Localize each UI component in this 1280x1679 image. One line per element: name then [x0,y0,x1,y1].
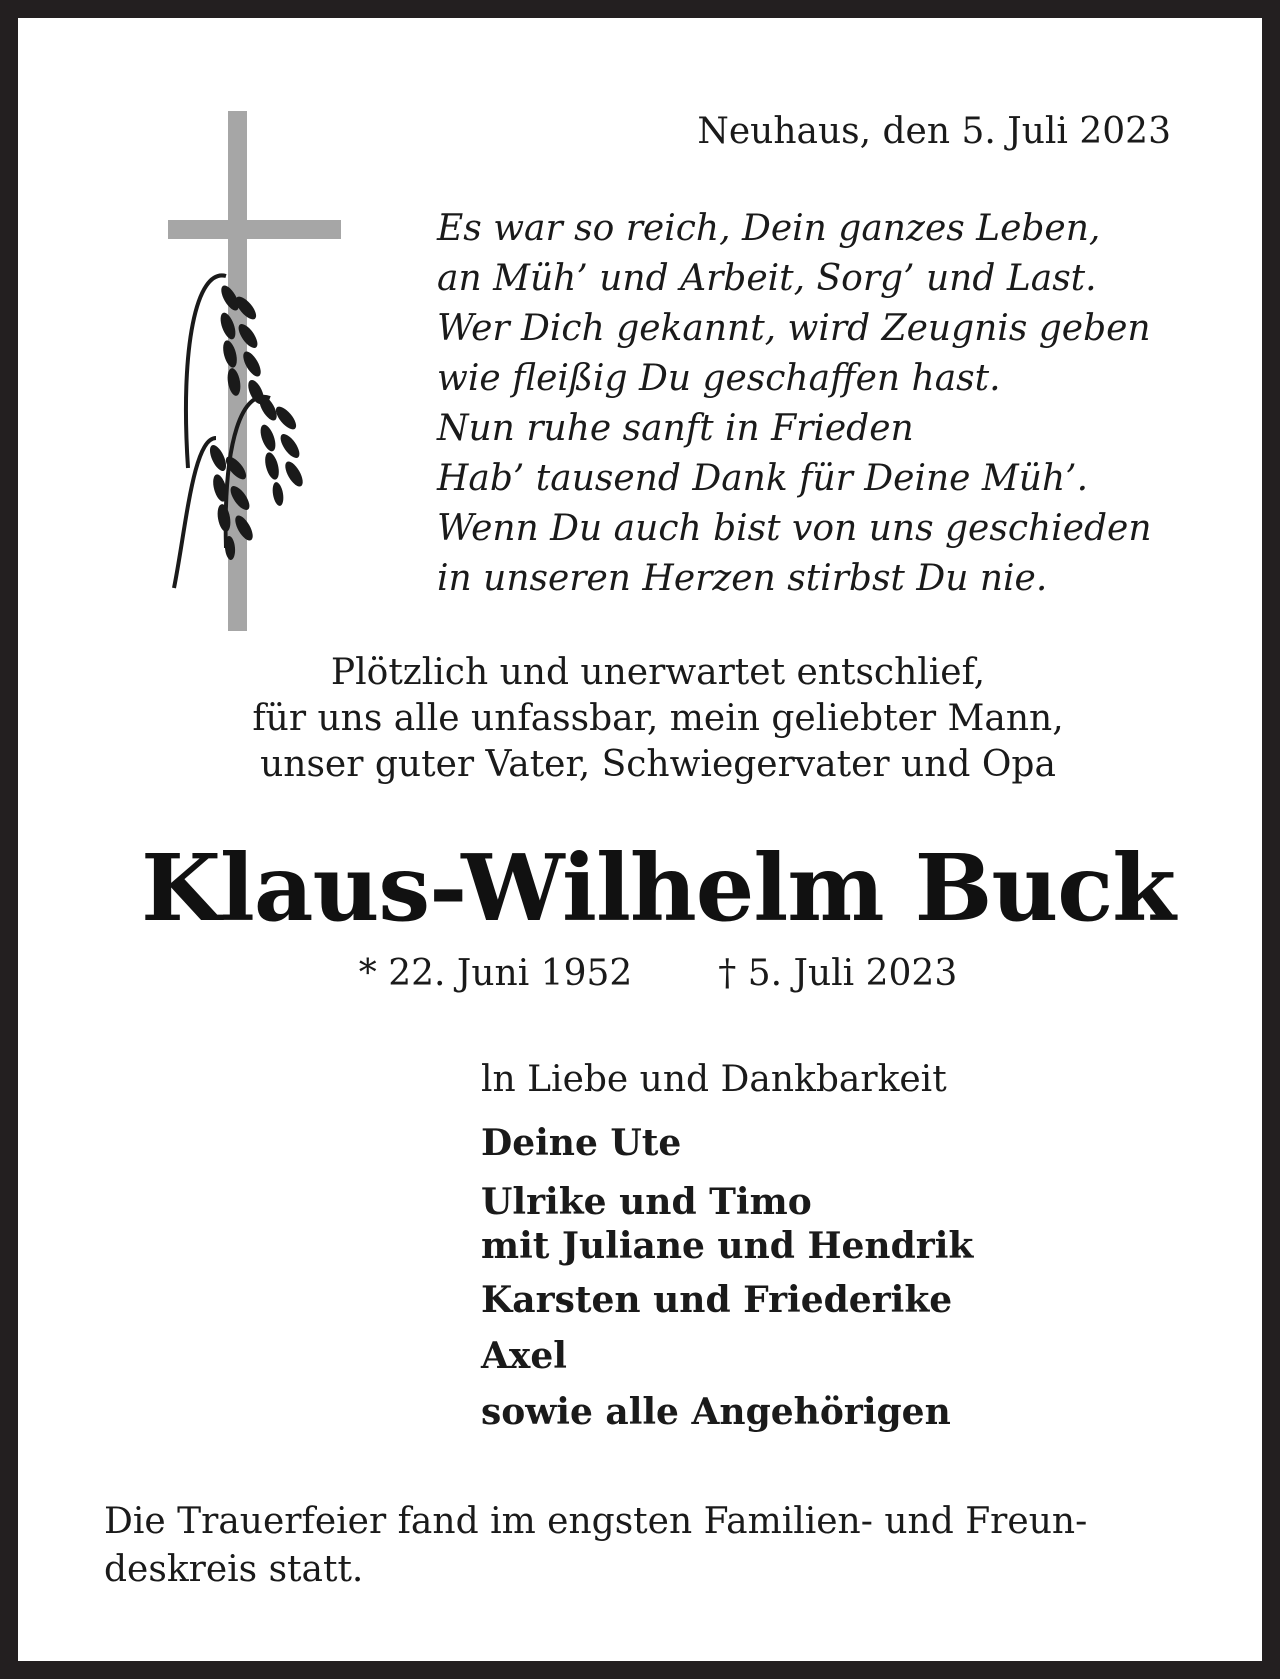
mourner-name: Ulrike und Timo [481,1181,812,1223]
deceased-name: Klaus-Wilhelm Buck [140,834,1176,942]
mourner-group [481,1180,973,1268]
mourner-name: Axel [481,1335,567,1377]
funeral-line: Die Trauerfeier fand im engsten Familien- und Freun- [104,1501,1088,1542]
poem-line: Wenn Du auch bist von uns geschieden [437,508,1152,549]
funeral-note [104,1498,1087,1594]
intro-text [18,650,1280,788]
cross-with-wheat-icon [168,108,343,638]
place-date: Neuhaus, den 5. Juli 2023 [697,111,1171,152]
funeral-line: deskreis statt. [104,1549,364,1590]
poem-line: Wer Dich gekannt, wird Zeugnis geben [437,308,1151,349]
poem [437,204,1152,604]
poem-line: wie fleißig Du geschaffen hast. [437,358,1001,399]
mourning-intro: ln Liebe und Dankbarkeit [481,1059,947,1100]
mourner-name: sowie alle Angehörigen [481,1391,951,1433]
intro-line: für uns alle unfassbar, mein geliebter Mann, [252,698,1064,739]
death-date: † 5. Juli 2023 [718,953,958,994]
life-dates [18,953,1280,994]
mourner-name: Karsten und Friederike [481,1279,953,1321]
poem-line: an Müh’ und Arbeit, Sorg’ und Last. [437,258,1097,299]
mourner-name: Deine Ute [481,1122,682,1164]
poem-line: Es war so reich, Dein ganzes Leben, [437,208,1101,249]
poem-line: in unseren Herzen stirbst Du nie. [437,558,1048,599]
intro-line: Plötzlich und unerwartet entschlief, [330,652,986,693]
poem-line: Hab’ tausend Dank für Deine Müh’. [437,458,1089,499]
birth-date: * 22. Juni 1952 [358,953,633,994]
mourner-name: mit Juliane und Hendrik [481,1225,974,1267]
poem-line: Nun ruhe sanft in Frieden [437,408,914,449]
intro-line: unser guter Vater, Schwiegervater und Opa [260,744,1056,785]
